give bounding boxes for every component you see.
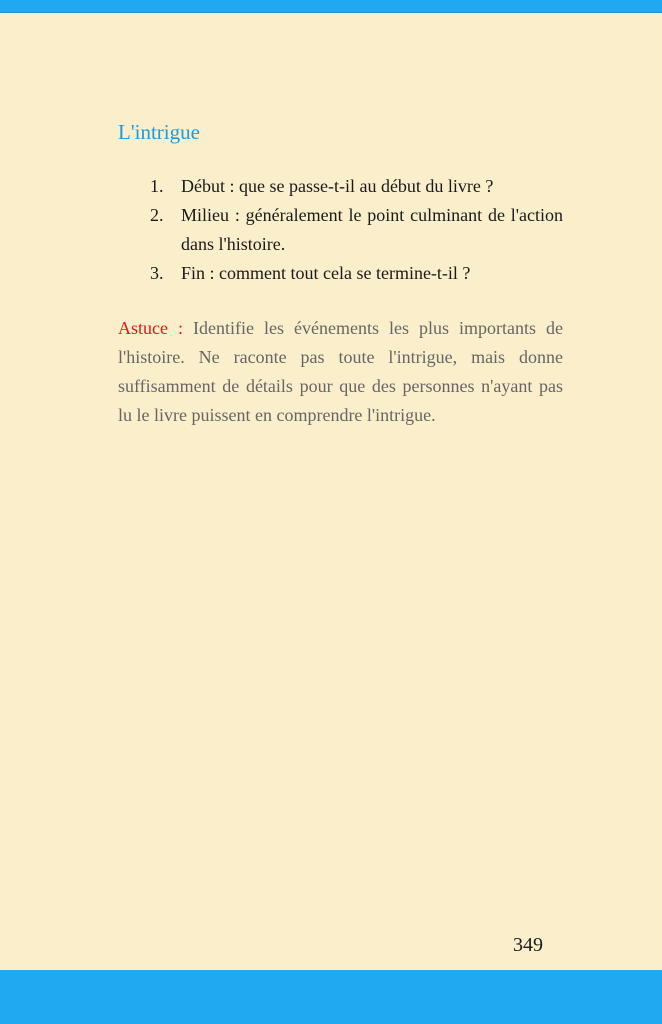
tip-text: Identifie les événements les plus importants de l'histoire. Ne raconte pas toute l'intrigue, mais donne suffisamment de détails pour que des personnes n'ayant pas lu le livre puissent en comprendre l'intrigue. bbox=[118, 318, 563, 425]
list-item bbox=[118, 172, 563, 201]
list-item bbox=[118, 201, 563, 259]
top-bar bbox=[0, 0, 662, 13]
list-item-text: Début : que se passe-t-il au début du livre ? bbox=[181, 176, 494, 196]
list-item bbox=[118, 259, 563, 288]
list-item-number: 3. bbox=[150, 263, 164, 283]
list-item-number: 2. bbox=[150, 205, 164, 225]
list-item-number: 1. bbox=[150, 176, 164, 196]
bottom-bar bbox=[0, 970, 662, 1024]
numbered-list bbox=[118, 172, 563, 288]
tip-label: Astuce : bbox=[118, 318, 194, 338]
list-item-text: Milieu : généralement le point culminant de l'action dans l'histoire. bbox=[181, 205, 563, 254]
page-content bbox=[118, 13, 563, 430]
page-number: 349 bbox=[513, 934, 543, 956]
section-heading: L'intrigue bbox=[118, 120, 200, 144]
list-item-text: Fin : comment tout cela se termine-t-il ? bbox=[181, 263, 471, 283]
tip-paragraph bbox=[118, 314, 563, 430]
